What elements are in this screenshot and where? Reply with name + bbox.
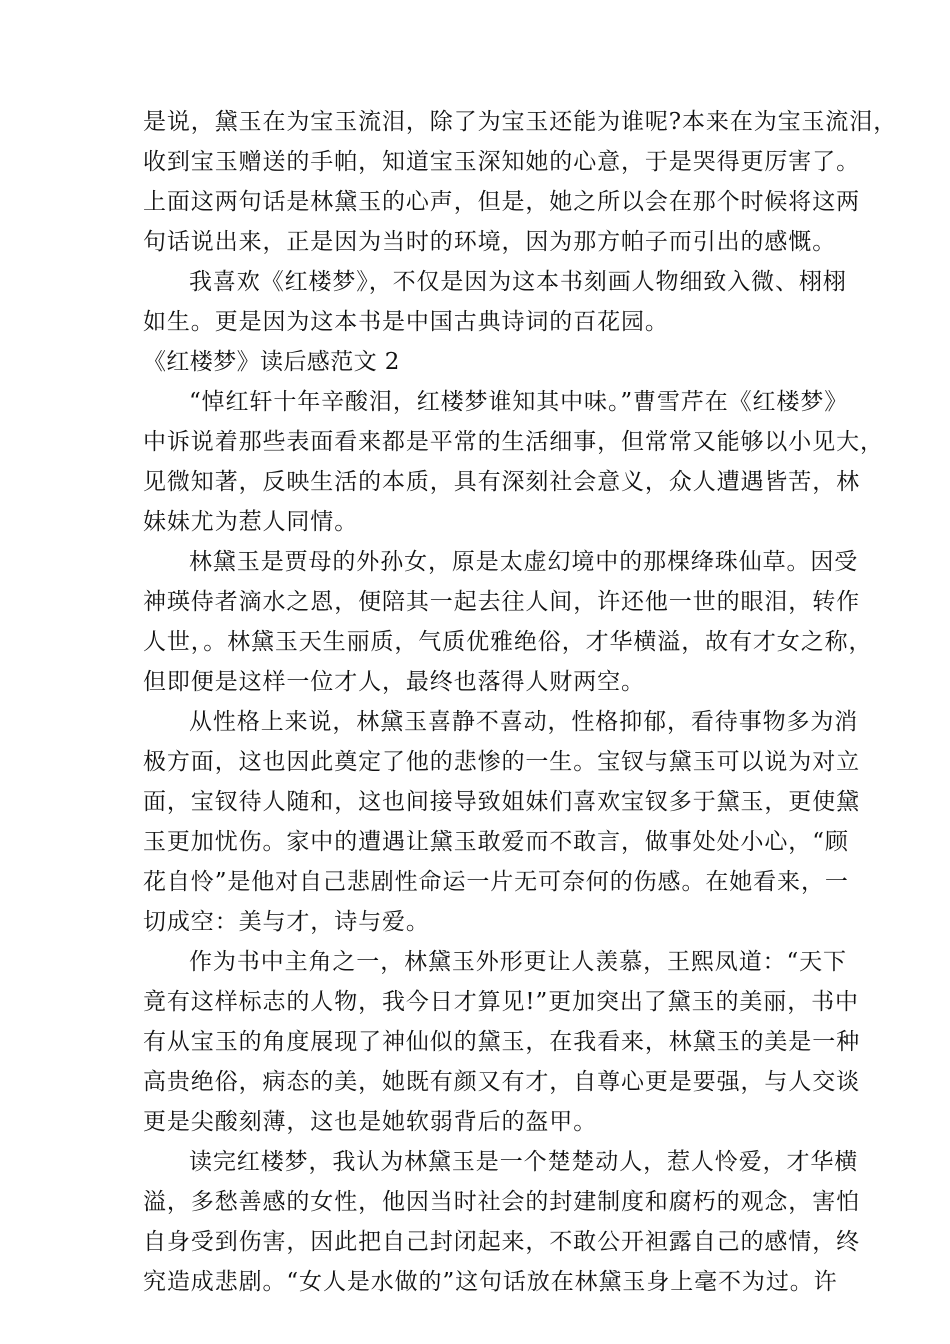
text-line: 切成空：美与才，诗与爱。 bbox=[143, 909, 430, 935]
text-line: 上面这两句话是林黛玉的心声，但是，她之所以会在那个时候将这两 bbox=[143, 189, 860, 215]
text-line: 林黛玉是贾母的外孙女，原是太虚幻境中的那棵绛珠仙草。因受 bbox=[189, 549, 859, 575]
text-line: 更是尖酸刻薄，这也是她软弱背后的盔甲。 bbox=[143, 1109, 598, 1135]
text-line: 见微知著，反映生活的本质，具有深刻社会意义，众人遭遇皆苦，林 bbox=[143, 469, 860, 495]
text-line: 是说，黛玉在为宝玉流泪，除了为宝玉还能为谁呢?本来在为宝玉流泪， bbox=[143, 109, 898, 135]
text-line: 人世，。林黛玉天生丽质，气质优雅绝俗，才华横溢，故有才女之称， bbox=[143, 629, 873, 655]
text-line: 自身受到伤害，因此把自己封闭起来，不敢公开袒露自己的感情，终 bbox=[143, 1229, 860, 1255]
document-body bbox=[143, 102, 898, 1302]
text-line: 中诉说着那些表面看来都是平常的生活细事，但常常又能够以小见大， bbox=[143, 429, 884, 455]
text-line: 妹妹尤为惹人同情。 bbox=[143, 509, 359, 535]
text-line: 究造成悲剧。“女人是水做的”这句话放在林黛玉身上毫不为过。许 bbox=[143, 1269, 838, 1295]
text-line: 花自怜”是他对自己悲剧性命运一片无可奈何的伤感。在她看来，一 bbox=[143, 869, 849, 895]
text-line: 溢，多愁善感的女性，他因当时社会的封建制度和腐朽的观念，害怕 bbox=[143, 1189, 860, 1215]
text-line: 从性格上来说，林黛玉喜静不喜动，性格抑郁，看待事物多为消 bbox=[189, 709, 859, 735]
section-heading: 《红楼梦》读后感范文 2 bbox=[143, 349, 400, 375]
text-line: 有从宝玉的角度展现了神仙似的黛玉，在我看来，林黛玉的美是一种 bbox=[143, 1029, 860, 1055]
text-line: 玉更加忧伤。家中的遭遇让黛玉敢爱而不敢言，做事处处小心，“顾 bbox=[143, 829, 849, 855]
text-line: 但即便是这样一位才人，最终也落得人财两空。 bbox=[143, 669, 645, 695]
text-line: 作为书中主角之一，林黛玉外形更让人羡慕，王熙凤道：“天下 bbox=[189, 949, 847, 975]
text-line: 读完红楼梦，我认为林黛玉是一个楚楚动人，惹人怜爱，才华横 bbox=[189, 1149, 859, 1175]
text-line: 神瑛侍者滴水之恩，便陪其一起去往人间，许还他一世的眼泪，转作 bbox=[143, 589, 860, 615]
text-line: 收到宝玉赠送的手帕，知道宝玉深知她的心意，于是哭得更厉害了。 bbox=[143, 149, 860, 175]
text-line: 我喜欢《红楼梦》，不仅是因为这本书刻画人物细致入微、栩栩 bbox=[189, 269, 847, 295]
text-line: 句话说出来，正是因为当时的环境，因为那方帕子而引出的感慨。 bbox=[143, 229, 837, 255]
text-line: 如生。更是因为这本书是中国古典诗词的百花园。 bbox=[143, 309, 669, 335]
text-line: 极方面，这也因此奠定了他的悲惨的一生。宝钗与黛玉可以说为对立 bbox=[143, 749, 860, 775]
text-line: 高贵绝俗，病态的美，她既有颜又有才，自尊心更是要强，与人交谈 bbox=[143, 1069, 860, 1095]
text-line: 竟有这样标志的人物，我今日才算见!”更加突出了黛玉的美丽，书中 bbox=[143, 989, 859, 1015]
text-line: “悼红轩十年辛酸泪，红楼梦谁知其中味。”曹雪芹在《红楼梦》 bbox=[189, 389, 849, 415]
text-line: 面，宝钗待人随和，这也间接导致姐妹们喜欢宝钗多于黛玉，更使黛 bbox=[143, 789, 860, 815]
